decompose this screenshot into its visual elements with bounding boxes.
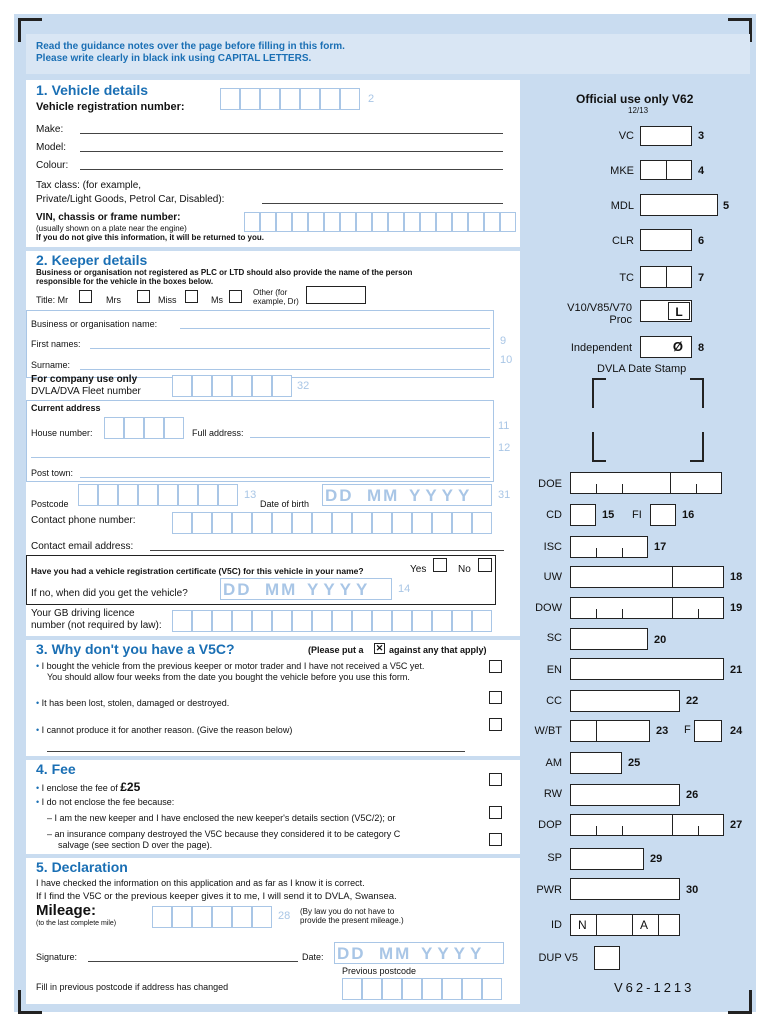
fi-label: FI bbox=[632, 509, 642, 521]
am-label: AM bbox=[545, 757, 562, 769]
reason-1b: You should allow four weeks from the date you bought the vehicle before you use this form. bbox=[47, 672, 410, 682]
mke-label: MKE bbox=[610, 165, 634, 177]
f-number: 24 bbox=[730, 725, 743, 737]
isc-number: 17 bbox=[654, 541, 667, 553]
official-code: 12/13 bbox=[628, 106, 649, 115]
dup-v5-box[interactable] bbox=[594, 946, 620, 970]
licence-label-2: number (not required by law): bbox=[31, 620, 162, 631]
en-label: EN bbox=[546, 664, 562, 676]
yes-checkbox[interactable] bbox=[433, 558, 447, 572]
am-number: 25 bbox=[628, 757, 641, 769]
dop-label: DOP bbox=[538, 819, 562, 831]
previous-postcode-label: Previous postcode bbox=[342, 966, 417, 976]
fill-previous-postcode: Fill in previous postcode if address has changed bbox=[36, 982, 229, 992]
independent-number: 8 bbox=[698, 342, 705, 354]
tc-number: 7 bbox=[698, 272, 705, 284]
full-address-line[interactable] bbox=[250, 437, 490, 438]
bullet-icon: • bbox=[36, 783, 40, 793]
reason-1-checkbox[interactable] bbox=[489, 660, 502, 673]
mke-number: 4 bbox=[698, 165, 705, 177]
dow-number: 19 bbox=[730, 602, 743, 614]
dow-label: DOW bbox=[535, 602, 562, 614]
doe-label: DOE bbox=[538, 478, 562, 490]
fee-enclosed: • I enclose the fee of £25 bbox=[36, 780, 141, 794]
phone-label: Contact phone number: bbox=[31, 515, 136, 526]
header-line1: Read the guidance notes over the page before filling in this form. bbox=[36, 41, 345, 52]
mdl-label: MDL bbox=[610, 200, 634, 212]
sc-number: 20 bbox=[654, 634, 667, 646]
model-label: Model: bbox=[36, 142, 67, 153]
field-number-11: 11 bbox=[498, 420, 510, 432]
en-number: 21 bbox=[730, 664, 743, 676]
fleet-number-label: DVLA/DVA Fleet number bbox=[31, 386, 141, 397]
section2-title: 2. Keeper details bbox=[36, 252, 148, 268]
reason-2-checkbox[interactable] bbox=[489, 691, 502, 704]
id-n: N bbox=[578, 918, 587, 932]
proc-label: Proc bbox=[609, 314, 632, 326]
clr-number: 6 bbox=[698, 235, 705, 247]
mdl-number: 5 bbox=[723, 200, 730, 212]
vc-box[interactable] bbox=[640, 126, 692, 146]
declaration-date-boxes[interactable]: DD MM YYYY bbox=[334, 942, 504, 964]
fee-insurance-b: salvage (see section D over the page). bbox=[58, 840, 213, 850]
reason-2: • It has been lost, stolen, damaged or destroyed. bbox=[36, 698, 230, 708]
vin-note: (usually shown on a plate near the engine) bbox=[36, 224, 187, 233]
reason-line[interactable] bbox=[47, 751, 465, 752]
mdl-box[interactable] bbox=[640, 194, 718, 216]
divider bbox=[26, 756, 520, 760]
tax-line[interactable] bbox=[262, 203, 503, 204]
pwr-label: PWR bbox=[536, 884, 562, 896]
rw-box[interactable] bbox=[570, 784, 680, 806]
vc-label: VC bbox=[618, 130, 634, 142]
signature-line[interactable] bbox=[88, 961, 298, 962]
mileage-law-1: (By law you do not have to bbox=[300, 907, 395, 916]
house-number-label: House number: bbox=[31, 428, 93, 438]
mileage-law-2: provide the present mileage.) bbox=[300, 916, 404, 925]
surname-line[interactable] bbox=[80, 369, 490, 370]
form-code: V62-1213 bbox=[614, 980, 695, 995]
isc-label: ISC bbox=[543, 541, 562, 553]
independent-label: Independent bbox=[570, 342, 632, 354]
reason-3: • I cannot produce it for another reason. (Give the reason below) bbox=[36, 725, 293, 735]
sc-label: SC bbox=[546, 632, 562, 644]
email-line[interactable] bbox=[150, 550, 504, 551]
uw-box[interactable] bbox=[570, 566, 724, 588]
independent-box[interactable]: Ø bbox=[640, 336, 692, 358]
dvla-date-stamp-label: DVLA Date Stamp bbox=[597, 363, 687, 375]
official-use-title: Official use only V62 bbox=[576, 92, 694, 106]
divider bbox=[26, 636, 520, 640]
title-mrs: Mrs bbox=[106, 295, 121, 305]
fi-box[interactable] bbox=[650, 504, 676, 526]
fee-new-keeper: – I am the new keeper and I have enclosed the new keeper's details section (V5C/2); or bbox=[47, 813, 396, 823]
please-tick-1: (Please put a bbox=[308, 645, 364, 655]
other-title-input[interactable] bbox=[306, 286, 366, 304]
en-box[interactable] bbox=[570, 658, 724, 680]
fee-insurance-a: – an insurance company destroyed the V5C because they considered it to be category C bbox=[47, 829, 401, 839]
dop-number: 27 bbox=[730, 819, 743, 831]
rw-number: 26 bbox=[686, 789, 699, 801]
miss-checkbox[interactable] bbox=[185, 290, 198, 303]
cross-icon: ✕ bbox=[375, 643, 384, 653]
no-label: No bbox=[458, 564, 471, 575]
signature-label: Signature: bbox=[36, 952, 78, 962]
cc-label: CC bbox=[546, 695, 562, 707]
id-label: ID bbox=[551, 919, 562, 931]
uw-number: 18 bbox=[730, 571, 743, 583]
licence-label-1: Your GB driving licence bbox=[31, 608, 135, 619]
dop-box[interactable] bbox=[570, 814, 724, 836]
clr-label: CLR bbox=[611, 235, 634, 247]
bullet-icon: • bbox=[36, 797, 40, 807]
fee-not-enclosed: • I do not enclose the fee because: bbox=[36, 797, 175, 807]
dob-label: Date of birth bbox=[260, 499, 310, 509]
v10-label: V10/V85/V70 bbox=[567, 302, 632, 314]
pwr-number: 30 bbox=[686, 884, 699, 896]
dob-boxes[interactable]: DD MM YYYY bbox=[322, 484, 492, 506]
field-number-12: 12 bbox=[498, 442, 511, 454]
fee-insurance-checkbox[interactable] bbox=[489, 833, 502, 846]
title-other-1: Other (for bbox=[253, 288, 288, 297]
ms-checkbox[interactable] bbox=[229, 290, 242, 303]
mrs-checkbox[interactable] bbox=[137, 290, 150, 303]
cd-number: 15 bbox=[602, 509, 615, 521]
first-names-line[interactable] bbox=[90, 348, 490, 349]
sp-label: SP bbox=[547, 852, 562, 864]
tax-label-1: Tax class: (for example, bbox=[36, 180, 142, 191]
f-box[interactable] bbox=[694, 720, 722, 742]
vin-label: VIN, chassis or frame number: bbox=[36, 212, 181, 223]
section3-title: 3. Why don't you have a V5C? bbox=[36, 641, 235, 657]
if-no-label: If no, when did you get the vehicle? bbox=[31, 588, 188, 599]
divider bbox=[26, 247, 520, 251]
field-number-2: 2 bbox=[368, 93, 375, 105]
id-a: A bbox=[640, 918, 649, 932]
proc-value: L bbox=[668, 302, 690, 320]
reg-label: Vehicle registration number: bbox=[36, 101, 185, 113]
tax-label-2: Private/Light Goods, Petrol Car, Disabled): bbox=[36, 194, 225, 205]
make-label: Make: bbox=[36, 124, 64, 135]
field-number-32: 32 bbox=[297, 380, 310, 392]
first-names-label: First names: bbox=[31, 339, 81, 349]
company-use-label: For company use only bbox=[31, 374, 138, 385]
divider bbox=[26, 854, 520, 858]
header-line2: Please write clearly in black ink using CAPITAL LETTERS. bbox=[36, 53, 312, 64]
mileage-note: (to the last complete mile) bbox=[36, 920, 117, 927]
mileage-label: Mileage: bbox=[36, 902, 97, 919]
reason-3-checkbox[interactable] bbox=[489, 718, 502, 731]
section1-title: 1. Vehicle details bbox=[36, 82, 149, 98]
vc-number: 3 bbox=[698, 130, 705, 142]
wbt-label: W/BT bbox=[534, 725, 562, 737]
post-town-line[interactable] bbox=[80, 477, 490, 478]
acquired-date-boxes[interactable]: DD MM YYYY bbox=[220, 578, 392, 600]
business-label: Business or organisation name: bbox=[31, 319, 158, 329]
cc-box[interactable] bbox=[570, 690, 680, 712]
field-number-13: 13 bbox=[244, 489, 257, 501]
wbt-number: 23 bbox=[656, 725, 669, 737]
sp-box[interactable] bbox=[570, 848, 644, 870]
colour-label: Colour: bbox=[36, 160, 69, 171]
fi-number: 16 bbox=[682, 509, 695, 521]
field-number-31: 31 bbox=[498, 489, 511, 501]
title-ms: Ms bbox=[211, 295, 223, 305]
tc-label: TC bbox=[619, 272, 634, 284]
declaration-2: If I find the V5C or the previous keeper gives it to me, I will send it to DVLA, Swansea. bbox=[36, 891, 397, 902]
bullet-icon: • bbox=[36, 698, 40, 708]
postcode-label: Postcode bbox=[31, 499, 69, 509]
field-number-28: 28 bbox=[278, 910, 291, 922]
field-number-9: 9 bbox=[500, 335, 507, 347]
fee-new-keeper-checkbox[interactable] bbox=[489, 806, 502, 819]
section4-title: 4. Fee bbox=[36, 761, 76, 777]
reason-1a: • I bought the vehicle from the previous keeper or motor trader and I have not received a V5C yet. bbox=[36, 661, 425, 671]
colour-line[interactable] bbox=[80, 169, 503, 170]
sp-number: 29 bbox=[650, 853, 663, 865]
rw-label: RW bbox=[543, 788, 562, 800]
section5-title: 5. Declaration bbox=[36, 859, 128, 875]
keeper-note-1: Business or organisation not registered as PLC or LTD should also provide the name of the person bbox=[36, 268, 413, 277]
cd-box[interactable] bbox=[570, 504, 596, 526]
post-town-label: Post town: bbox=[31, 468, 74, 478]
f-label: F bbox=[684, 724, 691, 736]
v5c-question: Have you had a vehicle registration certificate (V5C) for this vehicle in your name? bbox=[31, 566, 364, 576]
yes-label: Yes bbox=[410, 564, 427, 575]
title-other-2: example, Dr) bbox=[253, 297, 299, 306]
am-box[interactable] bbox=[570, 752, 622, 774]
cc-number: 22 bbox=[686, 695, 699, 707]
bullet-icon: • bbox=[36, 725, 40, 735]
business-line[interactable] bbox=[180, 328, 490, 329]
clr-box[interactable] bbox=[640, 229, 692, 251]
date-stamp-area[interactable] bbox=[592, 378, 704, 462]
model-line[interactable] bbox=[80, 151, 503, 152]
uw-label: UW bbox=[543, 571, 562, 583]
mr-checkbox[interactable] bbox=[79, 290, 92, 303]
cd-label: CD bbox=[546, 509, 562, 521]
title-miss: Miss bbox=[158, 295, 177, 305]
please-tick-2: against any that apply) bbox=[389, 645, 487, 655]
field-number-14: 14 bbox=[398, 583, 411, 595]
title-mr: Title: Mr bbox=[36, 295, 69, 305]
email-label: Contact email address: bbox=[31, 541, 134, 552]
declaration-1: I have checked the information on this application and as far as I know it is correct. bbox=[36, 878, 365, 888]
bullet-icon: • bbox=[36, 661, 40, 671]
date-label: Date: bbox=[302, 952, 324, 962]
sc-box[interactable] bbox=[570, 628, 648, 650]
surname-label: Surname: bbox=[31, 360, 71, 370]
address-line-2[interactable] bbox=[31, 457, 490, 458]
wbt-box[interactable] bbox=[570, 720, 650, 742]
pwr-box[interactable] bbox=[570, 878, 680, 900]
keeper-note-2: responsible for the vehicle in the boxes below. bbox=[36, 277, 214, 286]
fee-enclosed-checkbox[interactable] bbox=[489, 773, 502, 786]
corner-mark bbox=[728, 990, 752, 1014]
vin-warning: If you do not give this information, it will be returned to you. bbox=[36, 233, 264, 242]
full-address-label: Full address: bbox=[192, 428, 244, 438]
current-address-label: Current address bbox=[31, 403, 101, 413]
make-line[interactable] bbox=[80, 133, 503, 134]
dup-v5-label: DUP V5 bbox=[538, 952, 578, 964]
no-checkbox[interactable] bbox=[478, 558, 492, 572]
isc-box[interactable] bbox=[570, 536, 648, 558]
field-number-10: 10 bbox=[500, 354, 513, 366]
doe-box[interactable] bbox=[570, 472, 722, 494]
dow-box[interactable] bbox=[570, 597, 724, 619]
